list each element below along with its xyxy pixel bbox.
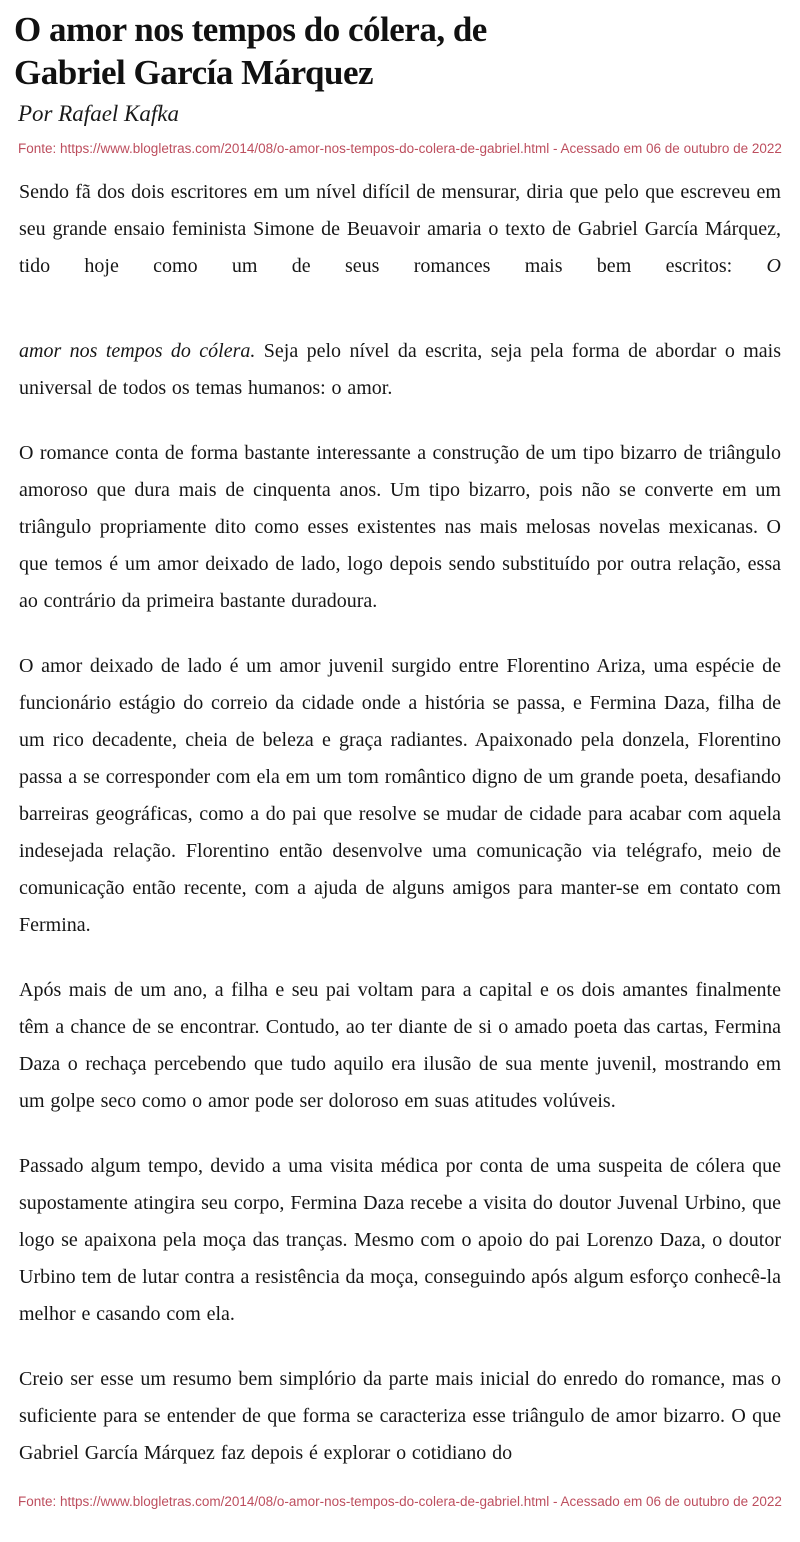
source-note-top: Fonte: https://www.blogletras.com/2014/08/o-amor-nos-tempos-do-colera-de-gabriel.html - Acessado em 06 de outubro de 2022 [18,141,782,156]
paragraph-2: O romance conta de forma bastante interessante a construção de um tipo bizarro de triângulo amoroso que dura mais de cinquenta anos. Um tipo bizarro, pois não se converte em um triângulo propriamente dito como esses existentes nas mais melosas novelas mexicanas. O que temos é um amor deixado de lado, logo depois sendo substituído por outra relação, essa ao contrário da primeira bastante duradoura. [19,442,781,612]
page-title-line-2: Gabriel García Márquez [14,53,374,92]
paragraph-1a-text: Sendo fã dos dois escritores em um nível difícil de mensurar, diria que pelo que escreveu em seu grande ensaio feminista Simone de Beuavoir amaria o texto de Gabriel García Márquez, tido hoje como um de seus romances mais bem escritos: [19,181,781,277]
book-title-fragment-start: O [766,255,781,277]
page-title-line-1: O amor nos tempos do cólera, de [14,10,487,49]
paragraph-6: Creio ser esse um resumo bem simplório da parte mais inicial do enredo do romance, mas o suficiente para se entender de que forma se caracteriza esse triângulo de amor bizarro. O que Gabriel García Márquez faz depois é explorar o cotidiano do [19,1368,781,1464]
book-title-fragment-end: amor nos tempos do cólera. [19,340,256,362]
paragraph-1b-text: Seja pelo nível da escrita, seja pela forma de abordar o mais universal de todos os temas humanos: o amor. [19,340,781,399]
paragraph-5: Passado algum tempo, devido a uma visita médica por conta de uma suspeita de cólera que supostamente atingira seu corpo, Fermina Daza recebe a visita do doutor Juvenal Urbino, que logo se apaixona pela moça das tranças. Mesmo com o apoio do pai Lorenzo Daza, o doutor Urbino tem de lutar contra a resistência da moça, conseguindo após algum esforço conhecê-la melhor e casando com ela. [19,1155,781,1325]
paragraph-1b [19,333,781,407]
source-note-bottom: Fonte: https://www.blogletras.com/2014/08/o-amor-nos-tempos-do-colera-de-gabriel.html - Acessado em 06 de outubro de 2022 [18,1494,782,1509]
paragraph-1a [19,174,781,285]
byline: Por Rafael Kafka [18,101,179,126]
content-gap [19,285,781,333]
article-body [0,174,800,1472]
paragraph-3: O amor deixado de lado é um amor juvenil surgido entre Florentino Ariza, uma espécie de funcionário estágio do correio da cidade onde a história se passa, e Fermina Daza, filha de um rico decadente, cheia de beleza e graça radiantes. Apaixonado pela donzela, Florentino passa a se corresponder com ela em um tom romântico digno de um grande poeta, desafiando barreiras geográficas, como a do pai que resolve se mudar de cidade para acabar com aquela indesejada relação. Florentino então desenvolve uma comunicação via telégrafo, meio de comunicação então recente, com a ajuda de alguns amigos para manter-se em contato com Fermina. [19,655,781,936]
page-title [0,8,800,94]
paragraph-4: Após mais de um ano, a filha e seu pai voltam para a capital e os dois amantes finalmente têm a chance de se encontrar. Contudo, ao ter diante de si o amado poeta das cartas, Fermina Daza o rechaça percebendo que tudo aquilo era ilusão de sua mente juvenil, mostrando em um golpe seco como o amor pode ser doloroso em suas atitudes volúveis. [19,979,781,1112]
